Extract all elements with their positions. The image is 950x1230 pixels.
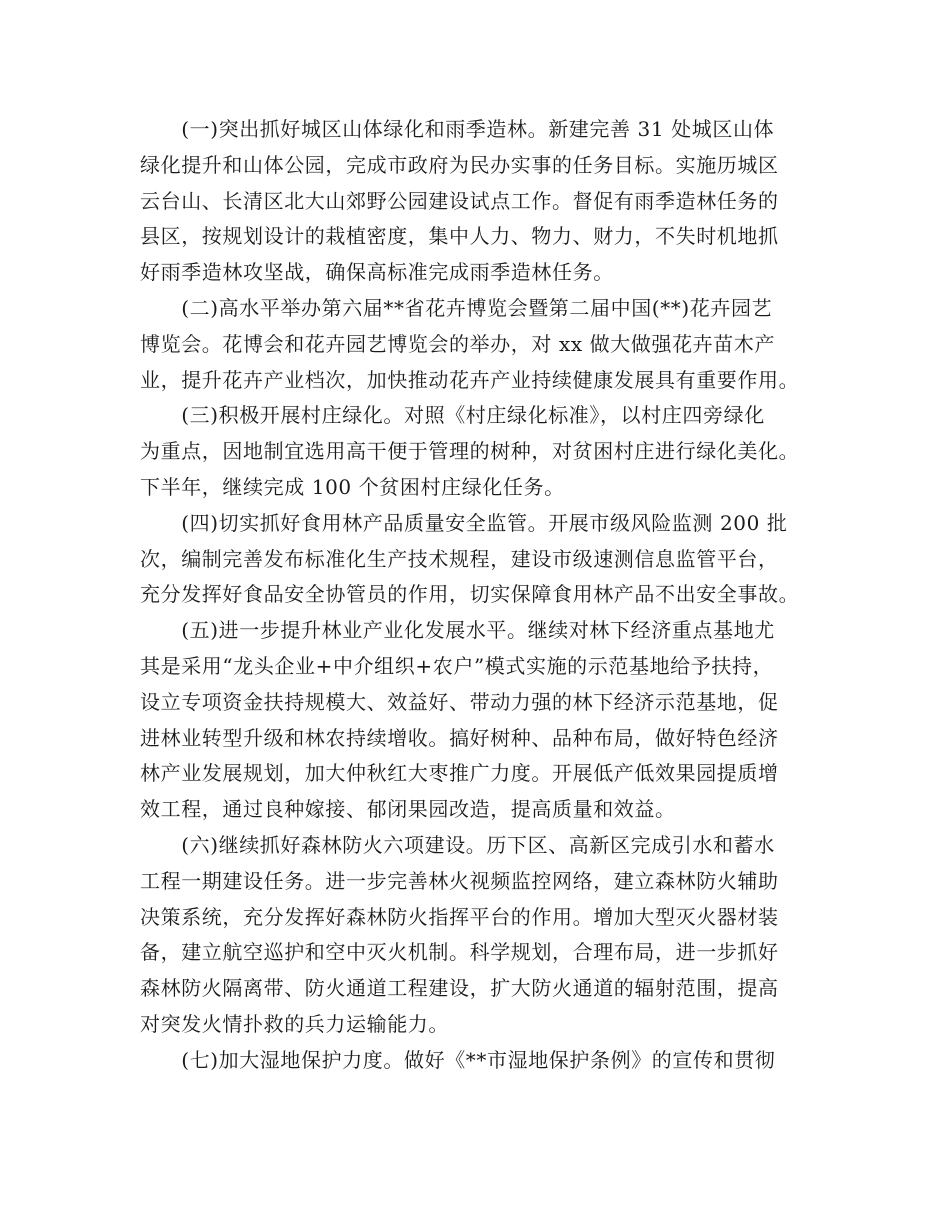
text-line: 业，提升花卉产业档次，加快推动花卉产业持续健康发展具有重要作用。 [140, 367, 800, 392]
paragraph-5 [140, 613, 830, 828]
text-line: 为重点，因地制宜选用高干便于管理的树种，对贫困村庄进行绿化美化。 [140, 439, 800, 464]
text-line: 云台山、长清区北大山郊野公园建设试点工作。督促有雨季造林任务的 [140, 188, 779, 213]
text-line: 森林防火隔离带、防火通道工程建设，扩大防火通道的辐射范围，提高 [140, 976, 779, 1001]
paragraph-3 [140, 398, 830, 505]
paragraph-4 [140, 506, 830, 613]
paragraph-7 [140, 1043, 830, 1079]
text-line: (六)继续抓好森林防火六项建设。历下区、高新区完成引水和蓄水 [140, 832, 775, 857]
document-body [140, 112, 830, 1079]
text-line: 绿化提升和山体公园，完成市政府为民办实事的任务目标。实施历城区 [140, 152, 779, 177]
text-line: 次，编制完善发布标准化生产技术规程，建设市级速测信息监管平台， [140, 546, 779, 571]
text-line: 县区，按规划设计的栽植密度，集中人力、物力、财力，不失时机地抓 [140, 224, 779, 249]
text-line: (七)加大湿地保护力度。做好《**市湿地保护条例》的宣传和贯彻 [140, 1047, 776, 1072]
text-line: 工程一期建设任务。进一步完善林火视频监控网络，建立森林防火辅助 [140, 868, 779, 893]
text-line: 下半年，继续完成 100 个贫困村庄绿化任务。 [140, 474, 565, 499]
text-line: 博览会。花博会和花卉园艺博览会的举办，对 xx 做大做强花卉苗木产 [140, 331, 776, 356]
text-line: (一)突出抓好城区山体绿化和雨季造林。新建完善 31 处城区山体 [140, 117, 775, 141]
text-line: (四)切实抓好食用林产品质量安全监管。开展市级风险监测 200 批 [140, 510, 788, 535]
text-line: 设立专项资金扶持规模大、效益好、带动力强的林下经济示范基地，促 [140, 689, 779, 714]
text-line: 好雨季造林攻坚战，确保高标准完成雨季造林任务。 [140, 260, 614, 285]
text-line: 对突发火情扑救的兵力运输能力。 [140, 1011, 449, 1036]
text-line: (二)高水平举办第六届**省花卉博览会暨第二届中国(**)花卉园艺 [140, 295, 773, 320]
text-line: 林产业发展规划，加大仲秋红大枣推广力度。开展低产低效果园提质增 [140, 761, 779, 786]
text-line: 其是采用“龙头企业+中介组织+农户”模式实施的示范基地给予扶持， [140, 653, 774, 678]
text-line: 备，建立航空巡护和空中灭火机制。科学规划，合理布局，进一步抓好 [140, 940, 779, 965]
text-line: 进林业转型升级和林农持续增收。搞好树种、品种布局，做好特色经济 [140, 725, 779, 750]
text-line: (五)进一步提升林业产业化发展水平。继续对林下经济重点基地尤 [140, 618, 775, 643]
text-line: 决策系统，充分发挥好森林防火指挥平台的作用。增加大型灭火器材装 [140, 904, 779, 929]
paragraph-1 [140, 112, 830, 291]
text-line: 效工程，通过良种嫁接、郁闭果园改造，提高质量和效益。 [140, 797, 676, 822]
paragraph-2 [140, 291, 830, 398]
text-line: (三)积极开展村庄绿化。对照《村庄绿化标准》，以村庄四旁绿化 [140, 403, 765, 428]
text-line: 充分发挥好食品安全协管员的作用，切实保障食用林产品不出安全事故。 [140, 582, 800, 607]
paragraph-6 [140, 828, 830, 1043]
